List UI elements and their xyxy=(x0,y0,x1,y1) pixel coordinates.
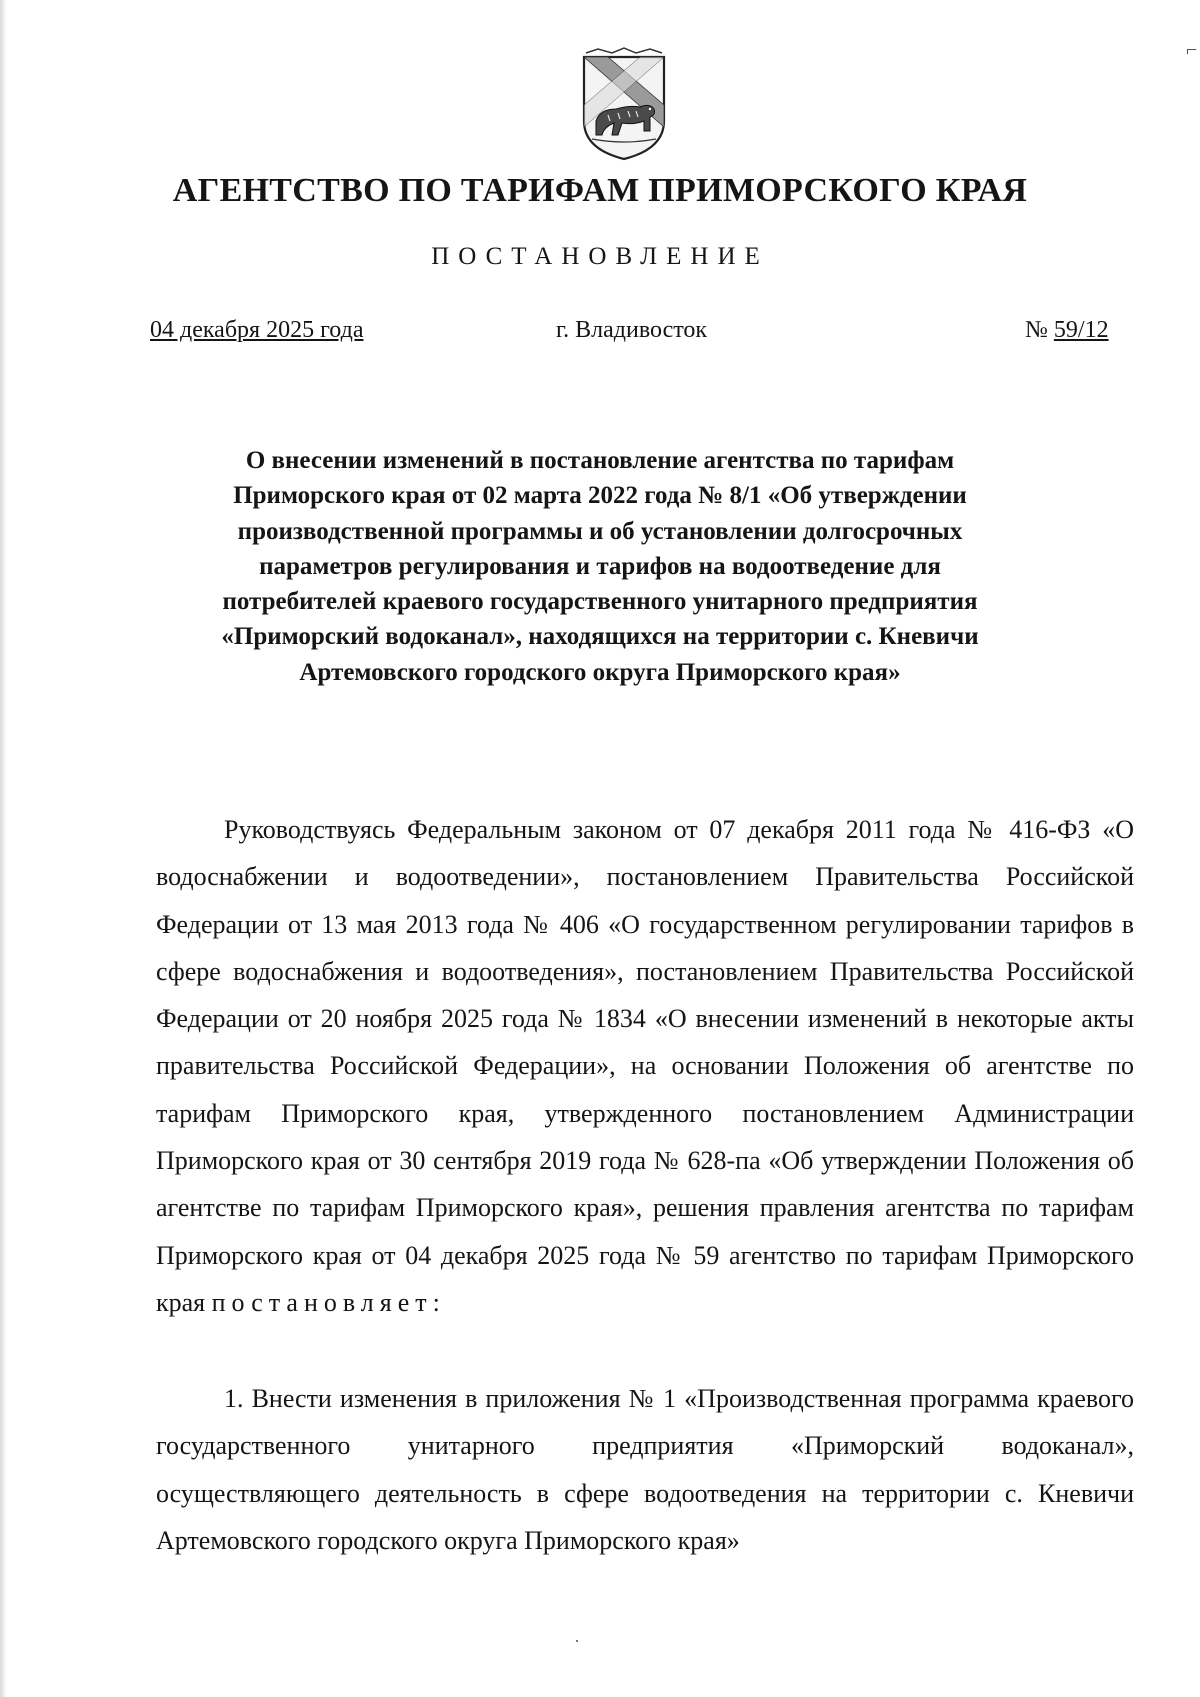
coat-of-arms-icon xyxy=(578,45,670,163)
scan-speck xyxy=(576,1640,578,1642)
agency-title: АГЕНТСТВО ПО ТАРИФАМ ПРИМОРСКОГО КРАЯ xyxy=(172,172,1028,209)
number-prefix: № xyxy=(1025,317,1048,343)
document-date: 04 декабря 2025 года xyxy=(150,317,364,343)
body-paragraph-1 xyxy=(156,806,1134,1326)
number-value: 59/12 xyxy=(1053,317,1109,343)
document-subject: О внесении изменений в постановление агентства по тарифам Приморского края от 02 марта 2022 года № 8/1 «Об утверждении производственной программы и об установлении долгосрочных параметров регулирования и тарифов на водоотведение для потребителей краевого государственного унитарного предприятия «Приморский водоканал», находящихся на территории с. Кневичи Артемовского городского округа Приморского края» xyxy=(221,447,979,686)
document-number xyxy=(1025,316,1109,345)
paragraph-1-text: Руководствуясь Федеральным законом от 07 декабря 2011 года № 416-ФЗ «О водоснабжении и водоотведении», постановлением Правительства Российской Федерации от 13 мая 2013 года № 406 «О государственном регулировании тарифов в сфере водоснабжения и водоотведения», постановлением Правительства Российской Федерации от 20 ноября 2025 года № 1834 «О внесении изменений в некоторые акты правительства Российской Федерации», на основании Положения об агентстве по тарифам Приморского края, утвержденного постановлением Администрации Приморского края от 30 сентября 2019 года № 628-па «Об утверждении Положения об агентстве по тарифам Приморского края», решения правления агентства по тарифам Приморского края от 04 декабря 2025 года № 59 агентство по тарифам Приморского края xyxy=(156,815,1134,1317)
document-city: г. Владивосток xyxy=(556,317,708,343)
resolves-word: постановляет: xyxy=(211,1287,446,1317)
body-paragraph-2: 1. Внести изменения в приложения № 1 «Производственная программа краевого государственного унитарного предприятия «Приморский водоканал», осуществляющего деятельность в сфере водоотведения на территории с. Кневичи Артемовского городского округа Приморского края» xyxy=(156,1384,1134,1555)
document-type: ПОСТАНОВЛЕНИЕ xyxy=(431,243,769,270)
scan-corner-mark: ⌐ xyxy=(1186,39,1198,61)
